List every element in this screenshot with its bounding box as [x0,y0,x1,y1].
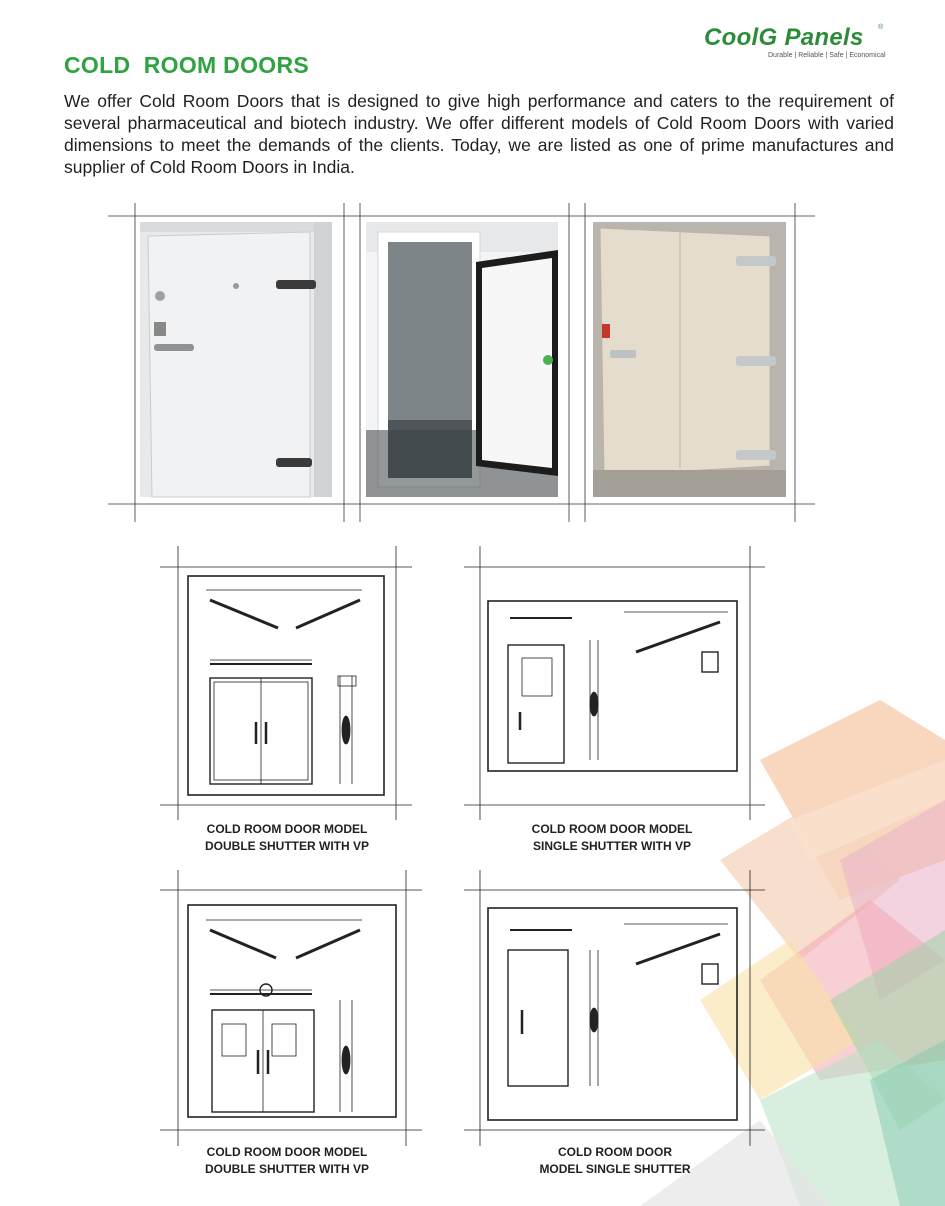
caption-model-4-line-1: COLD ROOM DOOR [558,1145,672,1159]
drawing-single-shutter [464,870,765,1146]
caption-model-1-line-1: COLD ROOM DOOR MODEL [206,822,368,836]
drawing-single-shutter-vp [464,546,765,820]
logo-tagline: Durable | Reliable | Safe | Economical [768,52,886,59]
caption-model-2-line-1: COLD ROOM DOOR MODEL [531,822,693,836]
caption-model-3-line-1: COLD ROOM DOOR MODEL [206,1145,368,1159]
drawing-double-shutter-2 [160,870,422,1146]
caption-model-4 [465,1144,765,1178]
caption-model-1-line-2: DOUBLE SHUTTER WITH VP [205,839,369,853]
intro-paragraph: We offer Cold Room Doors that is designed to give high performance and caters to the requirement of several pharmaceutical and biotech industry. We offer different models of Cold Room Doors with varied dimensions to meet the demands of the clients. Today, we are listed as one of prime manufactures and supplier of Cold Room Doors in India. [64,91,894,177]
logo-registered-mark: ® [878,24,884,31]
logo-brand-text: CoolG Panels [704,24,864,51]
caption-model-3-line-2: DOUBLE SHUTTER WITH VP [205,1162,369,1176]
caption-model-2-line-2: SINGLE SHUTTER WITH VP [532,839,691,853]
drawing-double-shutter-1 [160,546,412,820]
brand-logo [700,22,890,66]
caption-model-1 [137,821,437,855]
caption-model-3 [137,1144,437,1178]
caption-model-2 [462,821,762,855]
page-title: COLD ROOM DOORS [64,52,310,78]
caption-model-4-line-2: MODEL SINGLE SHUTTER [539,1162,691,1176]
